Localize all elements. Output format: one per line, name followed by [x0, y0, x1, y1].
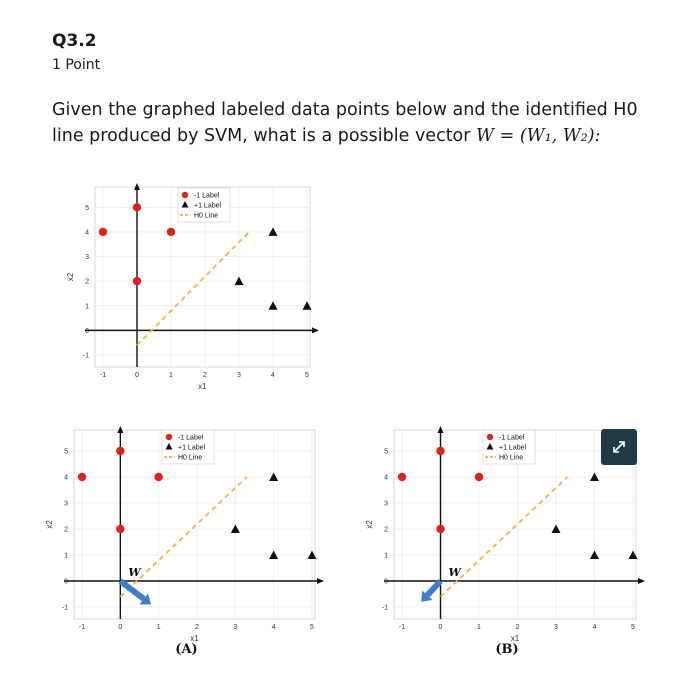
neg-label-point [99, 228, 107, 236]
y-tick-label: 0 [384, 578, 388, 586]
w-vector-label: W [128, 566, 141, 579]
x-tick-label: 0 [118, 624, 123, 631]
y-tick-label: -1 [61, 604, 68, 612]
x-tick-label: 4 [271, 624, 276, 631]
neg-label-point [133, 277, 141, 285]
neg-label-point [475, 473, 483, 481]
y-tick-label: 2 [384, 526, 388, 534]
y-axis-label: x2 [66, 272, 75, 282]
neg-label-point [398, 473, 406, 481]
y-tick-label: -1 [381, 604, 388, 612]
x-tick-label: 1 [169, 372, 173, 379]
y-tick-label: 2 [64, 526, 68, 534]
question-title: Q3.2 [52, 31, 97, 51]
x-tick-label: -1 [99, 372, 107, 379]
neg-label-point [167, 228, 175, 236]
option-label: (B) [495, 642, 519, 657]
option-label: (A) [175, 642, 198, 657]
y-tick-label: 1 [85, 303, 89, 311]
x-axis-label: x1 [198, 382, 207, 391]
x-tick-label: 0 [438, 624, 443, 631]
x-axis-arrowhead [317, 578, 324, 584]
y-tick-label: 4 [64, 474, 68, 482]
question-text [52, 97, 672, 149]
x-tick-label: 1 [156, 624, 161, 631]
y-tick-label: 0 [64, 578, 68, 586]
x-tick-label: 0 [135, 372, 139, 379]
x-tick-label: 4 [271, 372, 275, 379]
question-points: 1 Point [52, 57, 101, 73]
x-tick-label: 5 [305, 372, 309, 379]
y-axis-label: x2 [45, 520, 54, 529]
option-a-graph[interactable] [32, 422, 332, 657]
legend-neg-label: -1 Label [194, 192, 220, 200]
neg-label-point [436, 447, 444, 455]
vector-w-formula: W = (W₁, W₂): [476, 126, 601, 146]
question-graph [58, 180, 328, 400]
legend-neg-marker [166, 434, 172, 440]
x-tick-label: 2 [203, 372, 207, 379]
x-axis-label: x1 [190, 634, 199, 643]
neg-label-point [436, 525, 444, 533]
x-tick-label: 5 [631, 624, 635, 631]
neg-label-point [116, 525, 124, 533]
x-tick-label: 2 [515, 624, 520, 631]
y-tick-label: 3 [85, 254, 89, 262]
y-tick-label: 2 [85, 278, 89, 286]
x-axis-arrowhead [638, 578, 645, 584]
y-axis-arrowhead [117, 426, 123, 433]
legend-pos-label: +1 Label [194, 202, 222, 210]
y-tick-label: 3 [64, 500, 68, 508]
legend-pos-label: +1 Label [178, 444, 206, 452]
x-axis-label: x1 [510, 634, 520, 643]
legend-neg-label: -1 Label [178, 434, 204, 442]
y-tick-label: 1 [384, 552, 388, 560]
y-tick-label: 5 [384, 448, 388, 456]
y-tick-label: 0 [85, 327, 89, 335]
neg-label-point [78, 473, 86, 481]
y-tick-label: 1 [64, 552, 68, 560]
legend-neg-label: -1 Label [499, 434, 525, 442]
x-tick-label: -1 [398, 624, 406, 631]
y-axis-label: x2 [365, 520, 374, 529]
x-tick-label: -1 [78, 624, 86, 631]
neg-label-point [133, 203, 141, 211]
y-tick-label: 4 [384, 474, 388, 482]
x-axis-arrowhead [312, 327, 319, 333]
legend-h0-label: H0 Line [194, 212, 219, 220]
x-tick-label: 1 [477, 624, 481, 631]
legend-neg-marker [182, 192, 188, 198]
x-tick-label: 2 [195, 624, 199, 631]
y-tick-label: 3 [384, 500, 388, 508]
x-tick-label: 3 [554, 624, 558, 631]
y-tick-label: 5 [85, 204, 89, 212]
neg-label-point [116, 447, 124, 455]
question-prompt: Given the graphed labeled data points below and the identified H0 line produced by SVM, what is a possible vector [52, 100, 638, 146]
expand-image-button[interactable] [601, 429, 637, 465]
w-vector-label: W [448, 566, 461, 579]
expand-icon [610, 438, 628, 456]
y-tick-label: 4 [85, 229, 89, 237]
y-tick-label: -1 [82, 352, 89, 360]
x-tick-label: 3 [237, 372, 241, 379]
neg-label-point [154, 473, 162, 481]
y-axis-arrowhead [438, 426, 444, 433]
legend-h0-label: H0 Line [499, 454, 524, 462]
x-tick-label: 3 [233, 624, 238, 631]
x-tick-label: 4 [592, 624, 597, 631]
legend-pos-label: +1 Label [499, 444, 527, 452]
y-axis-arrowhead [134, 183, 140, 190]
x-tick-label: 5 [310, 624, 314, 631]
legend-neg-marker [487, 434, 493, 440]
y-tick-label: 5 [64, 448, 68, 456]
legend-h0-label: H0 Line [178, 454, 203, 462]
